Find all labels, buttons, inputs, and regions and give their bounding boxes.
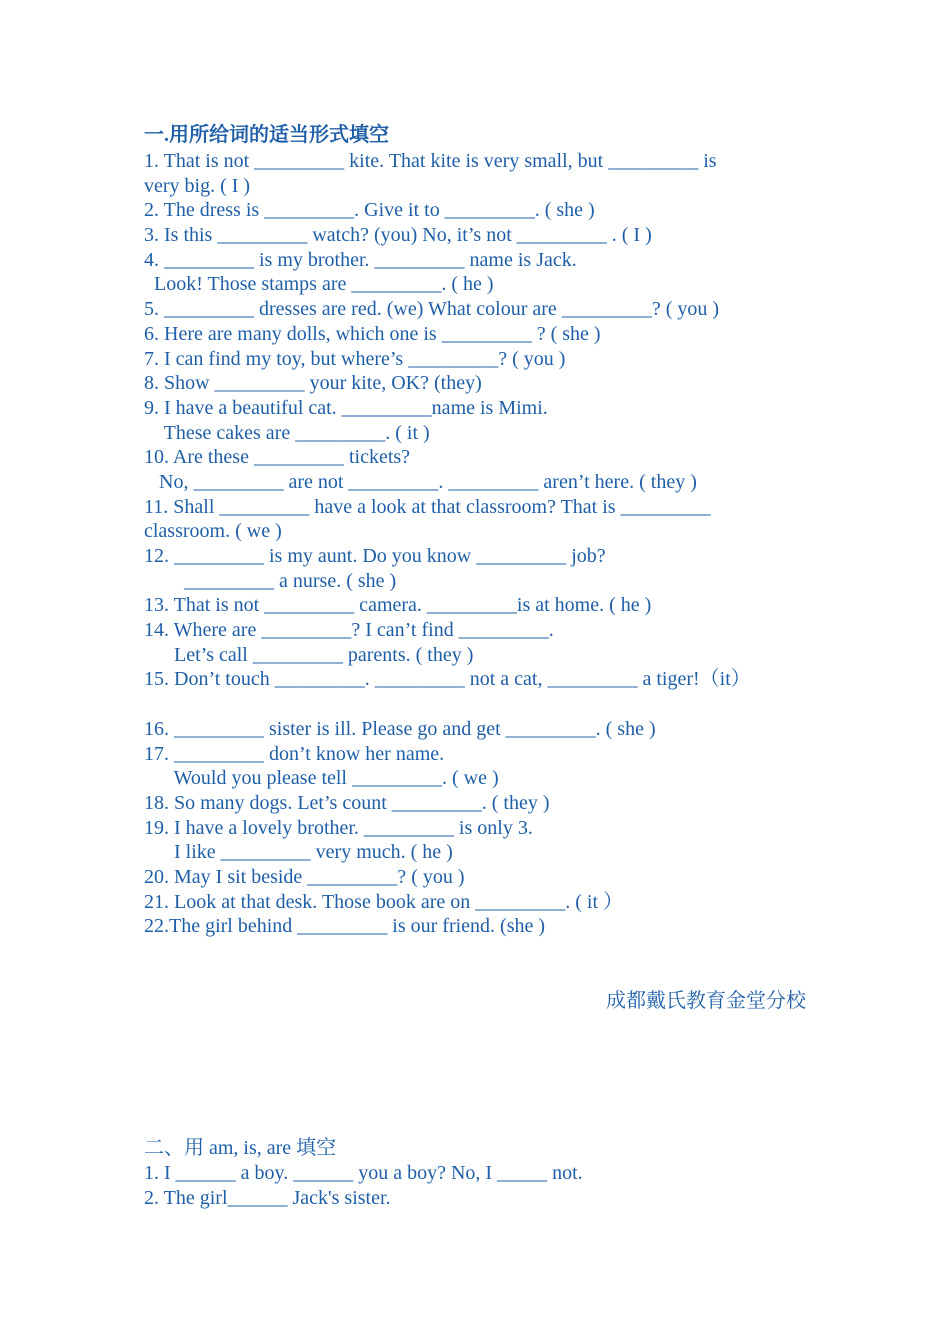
question-line: 5. _________ dresses are red. (we) What colour are _________? ( you ) <box>144 298 720 321</box>
question-line: 20. May I sit beside _________? ( you ) <box>144 865 465 888</box>
question-line: 18. So many dogs. Let’s count _________. ( they ) <box>144 791 550 814</box>
question-line: 15. Don’t touch _________. _________ not a cat, _________ a tiger!（it） <box>144 668 751 691</box>
question-line: Look! Those stamps are _________. ( he ) <box>144 273 494 296</box>
blank-line <box>144 692 804 717</box>
question-line: 2. The dress is _________. Give it to _________. ( she ) <box>144 199 595 222</box>
question-line: Let’s call _________ parents. ( they ) <box>144 643 474 666</box>
question-line: 8. Show _________ your kite, OK? (they) <box>144 372 482 395</box>
question-line: 21. Look at that desk. Those book are on _________. ( it ） <box>144 890 624 913</box>
question-line: 10. Are these _________ tickets? <box>144 446 411 469</box>
question-line: 13. That is not _________ camera. _________is at home. ( he ) <box>144 594 652 617</box>
question-line: 2. The girl______ Jack's sister. <box>144 1186 391 1209</box>
question-line: 1. That is not _________ kite. That kite is very small, but _________ is <box>144 150 717 172</box>
section-2-heading: 二、用 am, is, are 填空 <box>144 1137 337 1159</box>
section-1-questions <box>144 149 804 939</box>
question-line: 14. Where are _________? I can’t find _________. <box>144 619 554 642</box>
school-name: 成都戴氏教育金堂分校 <box>606 990 806 1012</box>
question-line: very big. ( I ) <box>144 174 251 197</box>
question-line: No, _________ are not _________. _________ aren’t here. ( they ) <box>144 470 697 493</box>
question-line: I like _________ very much. ( he ) <box>144 841 453 864</box>
question-line: 1. I ______ a boy. ______ you a boy? No, I _____ not. <box>144 1162 583 1184</box>
question-line: classroom. ( we ) <box>144 520 282 543</box>
question-line: 7. I can find my toy, but where’s _________? ( you ) <box>144 347 566 370</box>
question-line: 22.The girl behind _________ is our friend. (she ) <box>144 915 546 938</box>
question-line: 6. Here are many dolls, which one is _________ ? ( she ) <box>144 322 601 345</box>
question-line: _________ a nurse. ( she ) <box>144 569 397 592</box>
question-line: 19. I have a lovely brother. _________ is only 3. <box>144 816 533 839</box>
question-line: 3. Is this _________ watch? (you) No, it’s not _________ . ( I ) <box>144 224 652 247</box>
question-line: 4. _________ is my brother. _________ name is Jack. <box>144 248 577 271</box>
section-1-heading: 一.用所给词的适当形式填空 <box>144 124 389 146</box>
question-line: 16. _________ sister is ill. Please go and get _________. ( she ) <box>144 717 656 740</box>
exercise-section-2 <box>144 1135 804 1210</box>
question-line: 11. Shall _________ have a look at that classroom? That is _________ <box>144 495 711 518</box>
question-line: 12. _________ is my aunt. Do you know _________ job? <box>144 545 606 567</box>
exercise-section-1 <box>144 121 804 939</box>
question-line: These cakes are _________. ( it ) <box>144 421 430 444</box>
question-line: 17. _________ don’t know her name. <box>144 742 445 765</box>
question-line: Would you please tell _________. ( we ) <box>144 767 499 790</box>
section-2-questions <box>144 1161 804 1210</box>
question-line: 9. I have a beautiful cat. _________name is Mimi. <box>144 396 548 419</box>
